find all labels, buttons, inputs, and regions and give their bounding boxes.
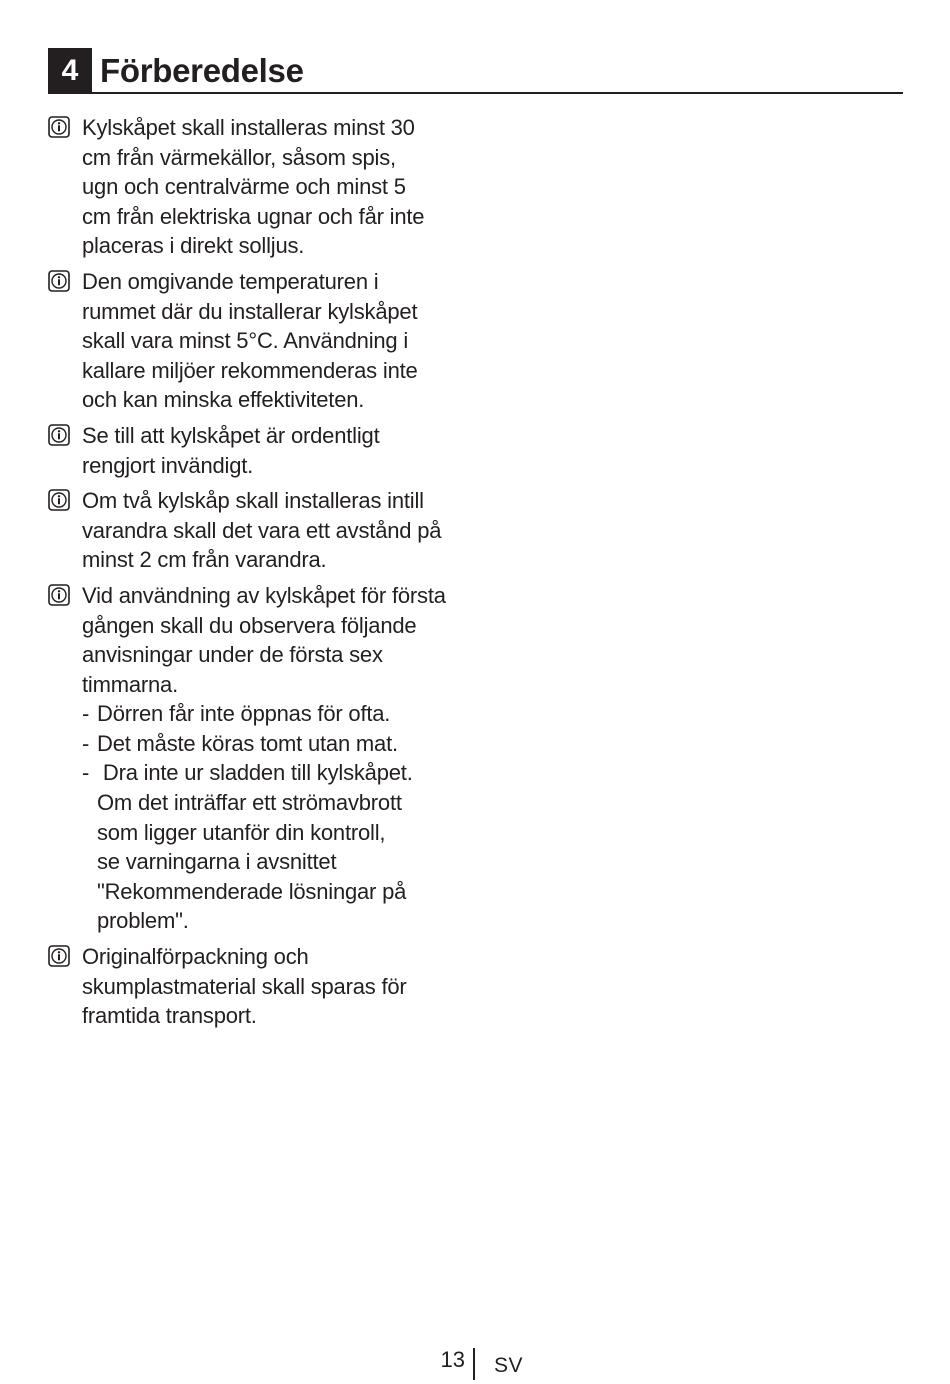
text-line: gången skall du observera följande	[82, 612, 417, 638]
text-line: ugn och centralvärme och minst 5	[82, 174, 406, 200]
sub-instruction-item	[82, 729, 488, 759]
instruction-text	[82, 267, 488, 415]
chapter-header	[48, 48, 903, 94]
instruction-text	[82, 581, 488, 699]
text-line: Om det inträffar ett strömavbrott	[97, 790, 402, 816]
text-line: Dra inte ur sladden till kylskåpet.	[97, 760, 413, 786]
text-line: skumplastmaterial skall sparas för	[82, 973, 407, 999]
instruction-text	[82, 113, 488, 261]
instruction-text	[82, 942, 488, 1031]
text-line: anvisningar under de första sex	[82, 642, 383, 668]
text-line: Originalförpackning och	[82, 944, 309, 970]
info-icon	[48, 270, 70, 292]
info-icon	[48, 116, 70, 138]
text-line: "Rekommenderade lösningar på	[97, 878, 407, 904]
text-line: som ligger utanför din kontroll,	[97, 819, 386, 845]
instruction-item	[48, 486, 488, 575]
sub-instruction-list	[82, 699, 488, 936]
dash-marker: -	[82, 701, 90, 727]
instruction-item	[48, 267, 488, 415]
sub-instruction-item	[82, 758, 488, 936]
text-line: Det måste köras tomt utan mat.	[97, 730, 398, 756]
text-line: Se till att kylskåpet är ordentligt	[82, 422, 380, 448]
instruction-item	[48, 942, 488, 1031]
instruction-item	[48, 421, 488, 480]
page-number: 13	[440, 1347, 465, 1372]
footer-divider	[473, 1348, 475, 1380]
text-line: cm från elektriska ugnar och får inte	[82, 203, 425, 229]
text-line: Kylskåpet skall installeras minst 30	[82, 115, 415, 140]
info-icon	[48, 584, 70, 606]
text-line: cm från värmekällor, såsom spis,	[82, 144, 396, 170]
text-line: Vid användning av kylskåpet för första	[82, 582, 446, 608]
text-line: se varningarna i avsnittet	[97, 849, 337, 875]
info-icon	[48, 489, 70, 511]
instruction-text	[82, 486, 488, 575]
text-line: timmarna.	[82, 671, 178, 697]
text-line: problem".	[97, 908, 189, 934]
instruction-item	[48, 581, 488, 936]
instruction-text	[82, 421, 488, 480]
text-line: framtida transport.	[82, 1003, 257, 1029]
text-line: minst 2 cm från varandra.	[82, 547, 327, 573]
text-line: Om två kylskåp skall installeras intill	[82, 488, 424, 514]
chapter-title: Förberedelse	[100, 52, 304, 89]
text-line: rengjort invändigt.	[82, 452, 254, 478]
language-code: SV	[494, 1354, 524, 1377]
text-line: placeras i direkt solljus.	[82, 233, 305, 259]
instruction-list	[48, 113, 488, 1037]
page-footer	[0, 1344, 950, 1384]
text-line: Den omgivande temperaturen i	[82, 268, 379, 294]
text-line: skall vara minst 5°C. Användning i	[82, 328, 409, 354]
text-line: kallare miljöer rekommenderas inte	[82, 357, 418, 383]
text-line: rummet där du installerar kylskåpet	[82, 298, 418, 324]
sub-instruction-item	[82, 699, 488, 729]
instruction-item	[48, 113, 488, 261]
text-line: Dörren får inte öppnas för ofta.	[97, 701, 391, 727]
text-line: och kan minska effektiviteten.	[82, 387, 365, 413]
dash-marker: -	[82, 760, 90, 786]
chapter-number-badge: 4	[48, 48, 92, 92]
info-icon	[48, 424, 70, 446]
dash-marker: -	[82, 730, 90, 756]
info-icon	[48, 945, 70, 967]
text-line: varandra skall det vara ett avstånd på	[82, 517, 442, 543]
